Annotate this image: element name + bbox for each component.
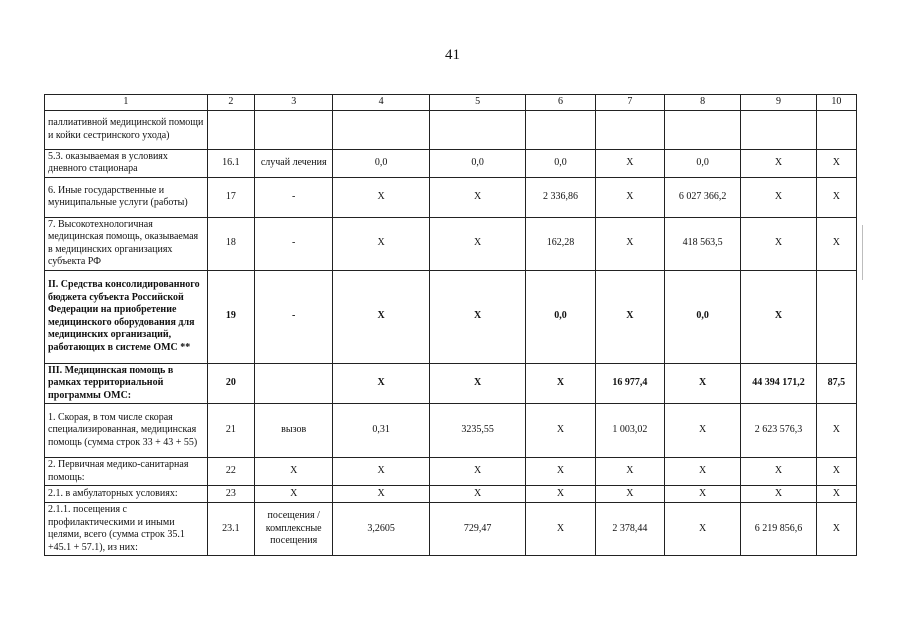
table-row bbox=[45, 270, 857, 363]
table-cell: X bbox=[741, 149, 816, 177]
table-cell: 2 623 576,3 bbox=[741, 404, 816, 458]
table-cell: X bbox=[526, 486, 595, 503]
table-cell: 22 bbox=[207, 458, 254, 486]
table-cell: 3,2605 bbox=[333, 503, 429, 556]
table-cell: X bbox=[664, 486, 740, 503]
table-cell bbox=[255, 363, 333, 404]
table-cell bbox=[255, 110, 333, 149]
table-cell: 6 027 366,2 bbox=[664, 177, 740, 217]
table-row bbox=[45, 363, 857, 404]
table-cell: 44 394 171,2 bbox=[741, 363, 816, 404]
table-cell: X bbox=[526, 458, 595, 486]
table-cell: 0,0 bbox=[526, 149, 595, 177]
table-cell: 87,5 bbox=[816, 363, 856, 404]
table-cell: 0,0 bbox=[526, 270, 595, 363]
row-label-cell: паллиативной медицинской помощи и койки сестринского ухода) bbox=[45, 110, 208, 149]
row-label-cell: 7. Высокотехнологичная медицинская помощь, оказываемая в медицинских организациях субъекта РФ bbox=[45, 217, 208, 270]
header-cell: 10 bbox=[816, 95, 856, 111]
table-cell: X bbox=[526, 404, 595, 458]
table-cell: - bbox=[255, 217, 333, 270]
table-cell bbox=[207, 110, 254, 149]
table-cell: X bbox=[333, 177, 429, 217]
table-cell: 0,0 bbox=[664, 270, 740, 363]
table-cell bbox=[595, 110, 664, 149]
table-cell bbox=[741, 110, 816, 149]
table-cell: - bbox=[255, 177, 333, 217]
table-cell: X bbox=[526, 363, 595, 404]
table-row bbox=[45, 404, 857, 458]
table-cell: 17 bbox=[207, 177, 254, 217]
header-cell: 3 bbox=[255, 95, 333, 111]
table-cell: X bbox=[595, 486, 664, 503]
row-label-cell: 1. Скорая, в том числе скорая специализированная, медицинская помощь (сумма строк 33 + 43 + 55) bbox=[45, 404, 208, 458]
table-cell: 3235,55 bbox=[429, 404, 525, 458]
table-cell: 0,0 bbox=[333, 149, 429, 177]
table-cell: 2 378,44 bbox=[595, 503, 664, 556]
table-cell: 21 bbox=[207, 404, 254, 458]
table-row bbox=[45, 486, 857, 503]
table-cell: X bbox=[816, 503, 856, 556]
table-cell: 16.1 bbox=[207, 149, 254, 177]
table-cell: X bbox=[429, 270, 525, 363]
table-cell: 729,47 bbox=[429, 503, 525, 556]
table-cell: X bbox=[595, 217, 664, 270]
table-cell: X bbox=[664, 458, 740, 486]
table-cell: вызов bbox=[255, 404, 333, 458]
table-cell: посещения / комплексные посещения bbox=[255, 503, 333, 556]
row-label-cell: III. Медицинская помощь в рамках территориальной программы ОМС: bbox=[45, 363, 208, 404]
row-label-cell: 6. Иные государственные и муниципальные услуги (работы) bbox=[45, 177, 208, 217]
table-cell: X bbox=[255, 458, 333, 486]
table-row bbox=[45, 217, 857, 270]
table-row bbox=[45, 458, 857, 486]
table-cell bbox=[664, 110, 740, 149]
table-cell: 23 bbox=[207, 486, 254, 503]
table-cell: X bbox=[333, 486, 429, 503]
table-cell: X bbox=[595, 270, 664, 363]
table-cell: X bbox=[595, 177, 664, 217]
header-cell: 5 bbox=[429, 95, 525, 111]
table-cell: X bbox=[816, 404, 856, 458]
table-cell: X bbox=[595, 149, 664, 177]
table-body bbox=[45, 110, 857, 556]
row-label-cell: 2.1.1. посещения с профилактическими и иными целями, всего (сумма строк 35.1 +45.1 + 57.1), из них: bbox=[45, 503, 208, 556]
table-cell: 6 219 856,6 bbox=[741, 503, 816, 556]
table-cell: 1 003,02 bbox=[595, 404, 664, 458]
page-number: 41 bbox=[445, 47, 460, 63]
table-cell: X bbox=[333, 217, 429, 270]
table-cell: X bbox=[741, 270, 816, 363]
row-label-cell: 5.3. оказываемая в условиях дневного стационара bbox=[45, 149, 208, 177]
scan-edge-mark bbox=[862, 225, 863, 280]
table-cell: случай лечения bbox=[255, 149, 333, 177]
table-row bbox=[45, 503, 857, 556]
table-cell: X bbox=[741, 486, 816, 503]
header-cell: 9 bbox=[741, 95, 816, 111]
header-cell: 6 bbox=[526, 95, 595, 111]
data-table bbox=[44, 94, 857, 556]
table-cell bbox=[429, 110, 525, 149]
table-cell: X bbox=[333, 363, 429, 404]
table-cell: 0,31 bbox=[333, 404, 429, 458]
table-cell: 2 336,86 bbox=[526, 177, 595, 217]
table-cell: X bbox=[664, 404, 740, 458]
row-label-cell: 2. Первичная медико-санитарная помощь: bbox=[45, 458, 208, 486]
row-label-cell: 2.1. в амбулаторных условиях: bbox=[45, 486, 208, 503]
table-cell: 16 977,4 bbox=[595, 363, 664, 404]
header-cell: 2 bbox=[207, 95, 254, 111]
table-cell: 18 bbox=[207, 217, 254, 270]
table-cell: X bbox=[741, 458, 816, 486]
table-cell: X bbox=[595, 458, 664, 486]
table-row bbox=[45, 110, 857, 149]
table-cell bbox=[816, 110, 856, 149]
table-cell: - bbox=[255, 270, 333, 363]
table-cell: X bbox=[664, 363, 740, 404]
table-cell: X bbox=[664, 503, 740, 556]
header-cell: 4 bbox=[333, 95, 429, 111]
table-cell: X bbox=[429, 217, 525, 270]
table-cell: X bbox=[429, 486, 525, 503]
table-cell: X bbox=[741, 217, 816, 270]
table-cell: 0,0 bbox=[664, 149, 740, 177]
row-label-cell: II. Средства консолидированного бюджета субъекта Российской Федерации на приобретение медицинского оборудования для медицинских организаций, работающих в системе ОМС ** bbox=[45, 270, 208, 363]
table-cell bbox=[816, 270, 856, 363]
header-row bbox=[45, 95, 857, 111]
table-cell: 19 bbox=[207, 270, 254, 363]
table-cell: X bbox=[816, 458, 856, 486]
table-cell: X bbox=[816, 177, 856, 217]
table-cell: X bbox=[816, 149, 856, 177]
table-cell: 0,0 bbox=[429, 149, 525, 177]
table-cell: 418 563,5 bbox=[664, 217, 740, 270]
table-cell: X bbox=[333, 270, 429, 363]
table-cell: X bbox=[429, 363, 525, 404]
table-cell: X bbox=[429, 177, 525, 217]
table-row bbox=[45, 149, 857, 177]
header-cell: 8 bbox=[664, 95, 740, 111]
table-cell bbox=[526, 110, 595, 149]
table-cell: X bbox=[255, 486, 333, 503]
header-cell: 7 bbox=[595, 95, 664, 111]
table-cell: 20 bbox=[207, 363, 254, 404]
table-cell: X bbox=[333, 458, 429, 486]
table-cell bbox=[333, 110, 429, 149]
header-cell: 1 bbox=[45, 95, 208, 111]
table-cell: 162,28 bbox=[526, 217, 595, 270]
table-cell: 23.1 bbox=[207, 503, 254, 556]
table-cell: X bbox=[429, 458, 525, 486]
table-cell: X bbox=[816, 217, 856, 270]
table-cell: X bbox=[816, 486, 856, 503]
table-cell: X bbox=[526, 503, 595, 556]
table-cell: X bbox=[741, 177, 816, 217]
table-row bbox=[45, 177, 857, 217]
